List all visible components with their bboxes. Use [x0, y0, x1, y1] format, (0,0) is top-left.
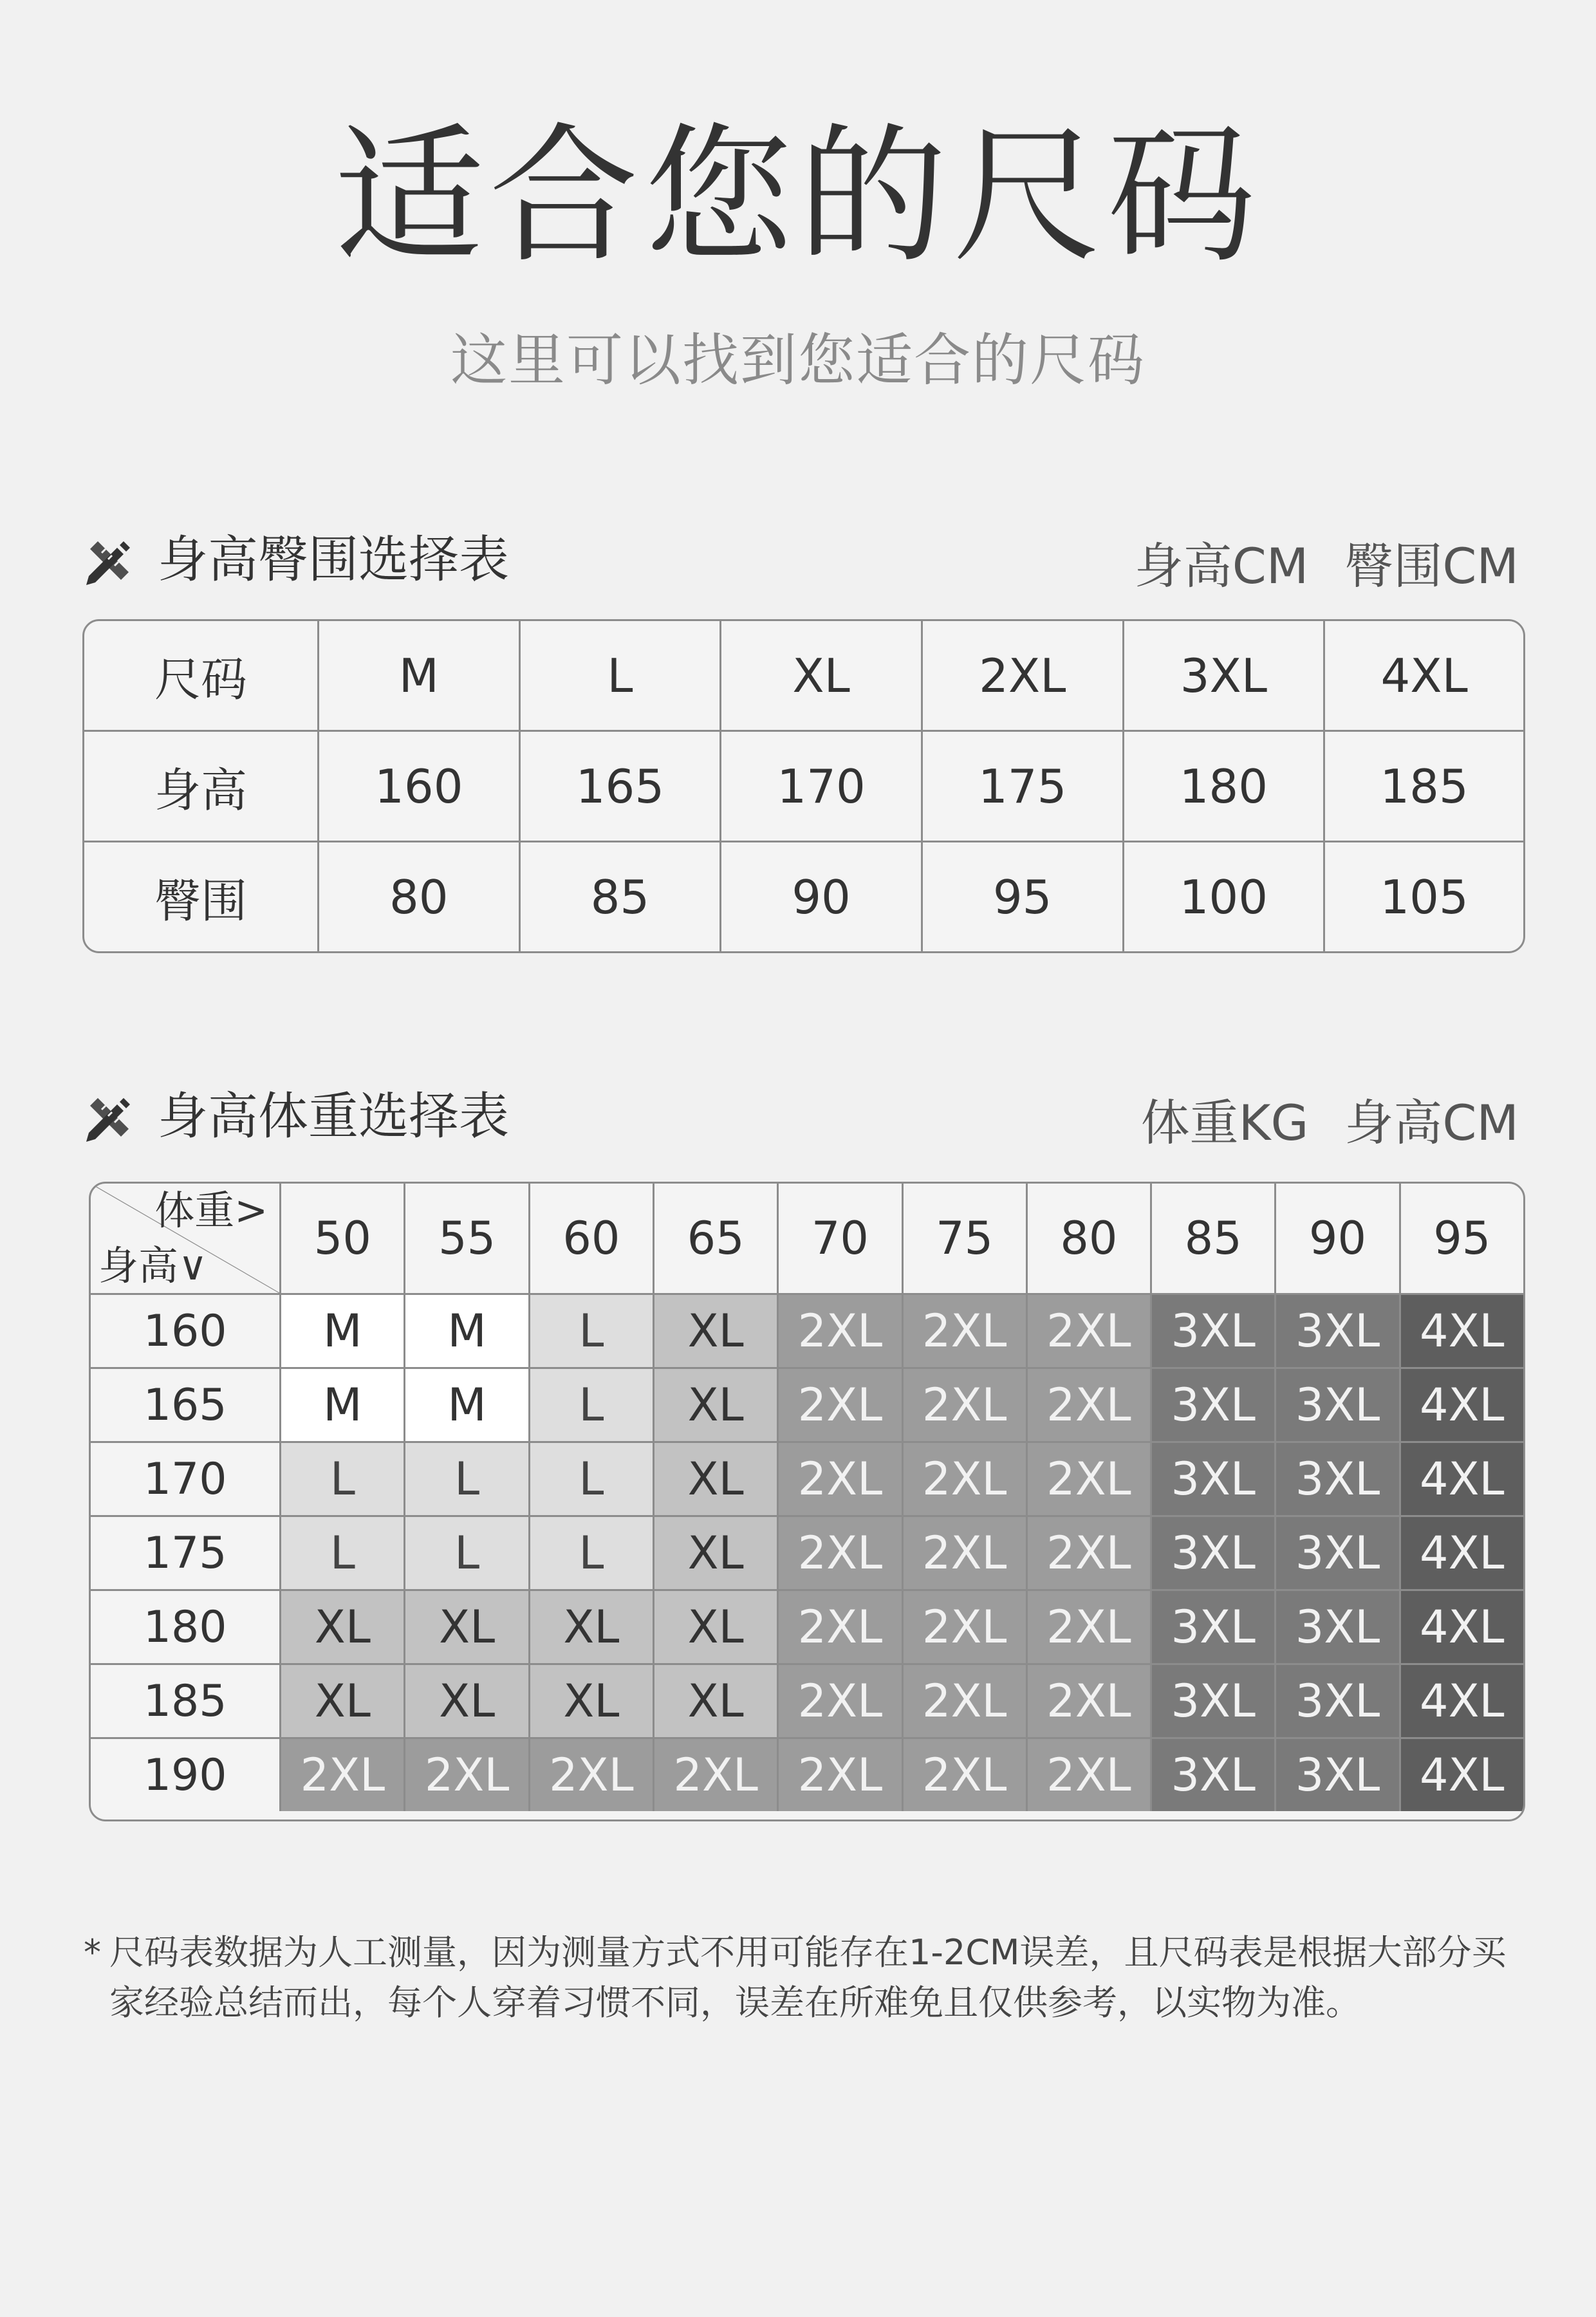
size-cell: L [405, 1442, 529, 1516]
hip-section-header [84, 525, 1519, 595]
height-row-label: 170 [91, 1442, 281, 1516]
size-cell: 2XL [1026, 1368, 1151, 1442]
weight-column-header: 80 [1026, 1184, 1151, 1294]
hip-table-cell: XL [721, 621, 922, 731]
size-cell: XL [405, 1590, 529, 1664]
size-cell: L [281, 1442, 405, 1516]
size-cell: 2XL [902, 1294, 1026, 1368]
hip-row-label: 尺码 [84, 621, 319, 731]
size-cell: 4XL [1400, 1590, 1523, 1664]
weight-table-row [91, 1516, 1523, 1590]
size-cell: 2XL [902, 1442, 1026, 1516]
hip-table-cell: 4XL [1324, 621, 1523, 731]
hip-table-row [84, 731, 1523, 842]
weight-column-header: 95 [1400, 1184, 1523, 1294]
weight-column-header: 85 [1151, 1184, 1276, 1294]
size-cell: 4XL [1400, 1738, 1523, 1812]
size-cell: 3XL [1276, 1516, 1400, 1590]
size-cell: M [405, 1368, 529, 1442]
hip-table-cell: 85 [519, 842, 721, 952]
size-cell: 4XL [1400, 1368, 1523, 1442]
weight-table [91, 1184, 1523, 1811]
hip-table [84, 621, 1523, 951]
size-cell: 2XL [1026, 1516, 1151, 1590]
size-cell: L [281, 1516, 405, 1590]
height-row-label: 185 [91, 1664, 281, 1738]
size-cell: M [281, 1368, 405, 1442]
hip-table-cell: L [519, 621, 721, 731]
weight-section-units [1105, 1088, 1519, 1158]
size-cell: L [529, 1516, 653, 1590]
size-cell: 2XL [902, 1738, 1026, 1812]
size-cell: 2XL [1026, 1664, 1151, 1738]
size-cell: 3XL [1276, 1442, 1400, 1516]
size-cell: XL [405, 1664, 529, 1738]
weight-table-row [91, 1294, 1523, 1368]
hip-row-label: 臀围 [84, 842, 319, 952]
size-cell: 4XL [1400, 1294, 1523, 1368]
size-cell: 3XL [1151, 1664, 1276, 1738]
size-cell: 3XL [1151, 1738, 1276, 1812]
size-cell: 3XL [1276, 1590, 1400, 1664]
size-cell: 2XL [778, 1590, 902, 1664]
size-cell: 3XL [1151, 1294, 1276, 1368]
size-cell: L [529, 1294, 653, 1368]
weight-table-row [91, 1442, 1523, 1516]
hip-table-cell: 160 [319, 731, 520, 842]
size-cell: L [405, 1516, 529, 1590]
weight-table-row [91, 1368, 1523, 1442]
size-cell: 3XL [1151, 1516, 1276, 1590]
pencil-ruler-icon [84, 1093, 135, 1144]
weight-column-header: 75 [902, 1184, 1026, 1294]
height-row-label: 160 [91, 1294, 281, 1368]
size-cell: 2XL [902, 1590, 1026, 1664]
weight-column-header: 65 [654, 1184, 778, 1294]
size-cell: XL [529, 1664, 653, 1738]
weight-section-header [84, 1081, 1519, 1152]
size-cell: 2XL [778, 1442, 902, 1516]
size-cell: 3XL [1276, 1738, 1400, 1812]
hip-table-cell: 2XL [922, 621, 1123, 731]
size-cell: XL [654, 1442, 778, 1516]
size-cell: XL [281, 1590, 405, 1664]
size-cell: 3XL [1151, 1590, 1276, 1664]
hip-table-cell: 95 [922, 842, 1123, 952]
size-cell: 2XL [654, 1738, 778, 1812]
unit-height: 身高CM [1134, 537, 1309, 595]
corner-height-label: 身高∨ [98, 1242, 208, 1289]
corner-weight-label: 体重> [154, 1187, 268, 1234]
hip-table-cell: 80 [319, 842, 520, 952]
weight-table-row [91, 1738, 1523, 1812]
weight-header-row [91, 1184, 1523, 1294]
height-row-label: 165 [91, 1368, 281, 1442]
note-star: * [84, 1932, 101, 1973]
size-cell: 3XL [1151, 1368, 1276, 1442]
size-cell: 3XL [1276, 1294, 1400, 1368]
size-cell: 2XL [778, 1368, 902, 1442]
weight-table-row [91, 1664, 1523, 1738]
height-row-label: 175 [91, 1516, 281, 1590]
size-cell: 3XL [1276, 1368, 1400, 1442]
hip-table-cell: 185 [1324, 731, 1523, 842]
hip-table-cell: 180 [1123, 731, 1324, 842]
note-text: 尺码表数据为人工测量，因为测量方式不用可能存在1-2CM误差，且尺码表是根据大部分买家经验总结而出，每个人穿着习惯不同，误差在所难免且仅供参考，以实物为准。 [109, 1932, 1507, 2023]
size-cell: M [405, 1294, 529, 1368]
size-cell: 2XL [281, 1738, 405, 1812]
hip-table-cell: 90 [721, 842, 922, 952]
hip-table-cell: 175 [922, 731, 1123, 842]
unit-weight: 体重KG [1140, 1094, 1309, 1151]
hip-table-cell: M [319, 621, 520, 731]
hip-table-cell: 100 [1123, 842, 1324, 952]
size-cell: 2XL [778, 1738, 902, 1812]
weight-column-header: 55 [405, 1184, 529, 1294]
size-cell: 2XL [778, 1664, 902, 1738]
hip-table-cell: 170 [721, 731, 922, 842]
hip-table-wrapper [82, 619, 1525, 953]
size-cell: M [281, 1294, 405, 1368]
pencil-ruler-icon [84, 536, 135, 588]
size-cell: L [529, 1442, 653, 1516]
hip-table-row [84, 621, 1523, 731]
hip-section-title: 身高臀围选择表 [158, 531, 510, 589]
unit-height: 身高CM [1344, 1094, 1519, 1151]
size-cell: 2XL [1026, 1738, 1151, 1812]
weight-column-header: 60 [529, 1184, 653, 1294]
size-cell: 3XL [1276, 1664, 1400, 1738]
weight-column-header: 90 [1276, 1184, 1400, 1294]
weight-table-wrapper [89, 1182, 1525, 1821]
size-cell: XL [654, 1294, 778, 1368]
size-cell: 2XL [778, 1294, 902, 1368]
size-cell: 2XL [1026, 1442, 1151, 1516]
page-title: 适合您的尺码 [334, 109, 1261, 283]
size-cell: 2XL [902, 1368, 1026, 1442]
page-subtitle: 这里可以找到您适合的尺码 [450, 327, 1146, 393]
size-cell: L [529, 1368, 653, 1442]
weight-column-header: 70 [778, 1184, 902, 1294]
size-cell: 2XL [405, 1738, 529, 1812]
height-row-label: 180 [91, 1590, 281, 1664]
size-cell: 4XL [1400, 1664, 1523, 1738]
height-row-label: 190 [91, 1738, 281, 1812]
hip-row-label: 身高 [84, 731, 319, 842]
hip-table-cell: 3XL [1123, 621, 1324, 731]
size-cell: 2XL [778, 1516, 902, 1590]
size-cell: 2XL [902, 1664, 1026, 1738]
size-cell: XL [654, 1590, 778, 1664]
size-cell: XL [654, 1368, 778, 1442]
hip-section-units [1099, 531, 1519, 602]
hip-table-cell: 105 [1380, 870, 1469, 924]
size-cell: 2XL [1026, 1294, 1151, 1368]
weight-column-header: 50 [281, 1184, 405, 1294]
weight-table-row [91, 1590, 1523, 1664]
size-cell: XL [654, 1664, 778, 1738]
hip-table-cell: 165 [519, 731, 721, 842]
size-cell: XL [281, 1664, 405, 1738]
size-cell: XL [529, 1590, 653, 1664]
unit-hip: 臀围CM [1344, 537, 1519, 595]
size-note [84, 1928, 1525, 2028]
size-cell: 2XL [529, 1738, 653, 1812]
size-cell: 3XL [1151, 1442, 1276, 1516]
weight-section-title: 身高体重选择表 [158, 1088, 510, 1146]
size-cell: 4XL [1400, 1516, 1523, 1590]
corner-cell [91, 1184, 281, 1294]
size-cell: 2XL [902, 1516, 1026, 1590]
size-cell: XL [654, 1516, 778, 1590]
size-cell: 2XL [1026, 1590, 1151, 1664]
size-cell: 4XL [1400, 1442, 1523, 1516]
hip-table-row [84, 842, 1523, 952]
